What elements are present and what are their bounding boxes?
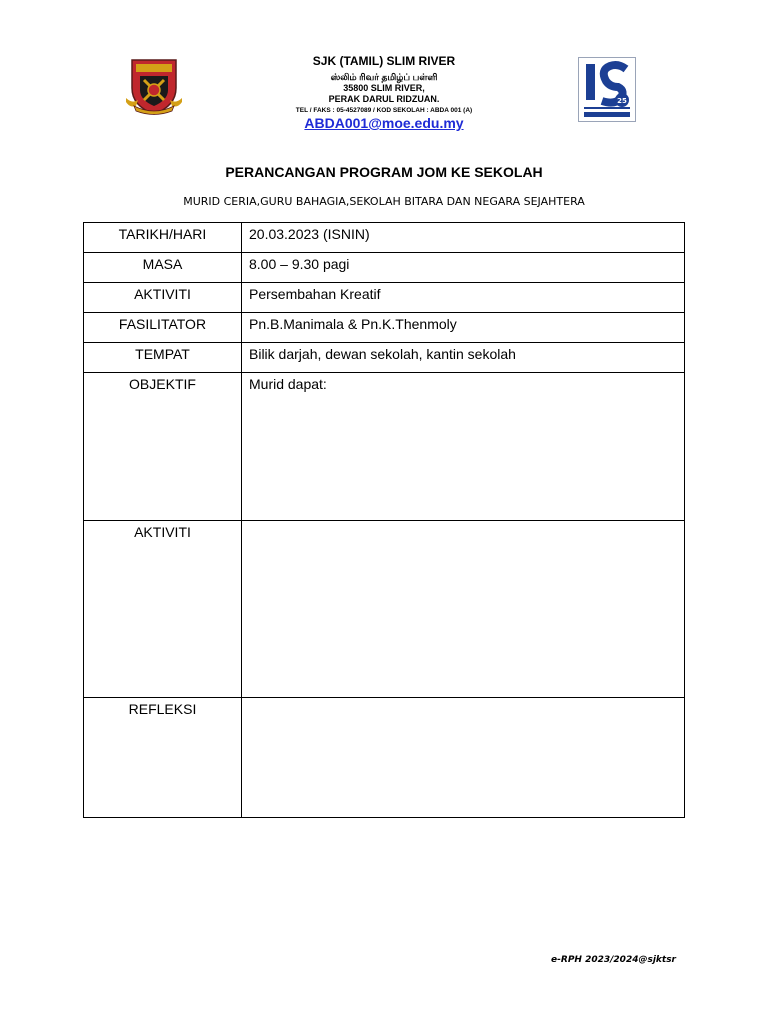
school-crest-icon bbox=[126, 54, 182, 116]
school-name: SJK (TAMIL) SLIM RIVER bbox=[312, 54, 456, 68]
row-label: TEMPAT bbox=[84, 343, 242, 373]
school-postcode-city: 35800 SLIM RIVER, bbox=[343, 83, 425, 93]
table-row bbox=[84, 313, 685, 343]
row-value: 20.03.2023 (ISNIN) bbox=[242, 223, 685, 253]
row-label: TARIKH/HARI bbox=[84, 223, 242, 253]
row-value: 8.00 – 9.30 pagi bbox=[242, 253, 685, 283]
row-label: AKTIVITI bbox=[84, 521, 242, 698]
row-value: Persembahan Kreatif bbox=[242, 283, 685, 313]
table-row bbox=[84, 253, 685, 283]
row-value: Murid dapat: bbox=[242, 373, 685, 521]
footer-code: e-RPH 2023/2024@sjktsr bbox=[551, 955, 676, 965]
school-state: PERAK DARUL RIDZUAN. bbox=[328, 94, 440, 104]
table-row bbox=[84, 373, 685, 521]
kpm-25-logo-icon bbox=[578, 57, 636, 122]
row-label: AKTIVITI bbox=[84, 283, 242, 313]
document-subtitle: MURID CERIA,GURU BAHAGIA,SEKOLAH BITARA DAN NEGARA SEJAHTERA bbox=[183, 195, 585, 208]
school-tel-code: TEL / FAKS : 05-4527089 / KOD SEKOLAH : ABDA 001 (A) bbox=[295, 107, 473, 114]
row-value bbox=[242, 698, 685, 818]
row-value: Pn.B.Manimala & Pn.K.Thenmoly bbox=[242, 313, 685, 343]
row-label: FASILITATOR bbox=[84, 313, 242, 343]
row-label: REFLEKSI bbox=[84, 698, 242, 818]
school-header bbox=[240, 54, 528, 132]
school-email-link[interactable]: ABDA001@moe.edu.my bbox=[304, 115, 464, 131]
row-value bbox=[242, 521, 685, 698]
table-row bbox=[84, 343, 685, 373]
document-title: PERANCANGAN PROGRAM JOM KE SEKOLAH bbox=[225, 164, 543, 180]
svg-text:25: 25 bbox=[617, 97, 627, 105]
row-label: OBJEKTIF bbox=[84, 373, 242, 521]
table-row bbox=[84, 521, 685, 698]
row-value: Bilik darjah, dewan sekolah, kantin sekolah bbox=[242, 343, 685, 373]
school-name-tamil: ஸ்லிம் ரிவர் தமிழ்ப் பள்ளி bbox=[330, 72, 438, 82]
row-label: MASA bbox=[84, 253, 242, 283]
table-row bbox=[84, 223, 685, 253]
table-row bbox=[84, 283, 685, 313]
program-plan-table bbox=[83, 222, 685, 818]
table-row bbox=[84, 698, 685, 818]
